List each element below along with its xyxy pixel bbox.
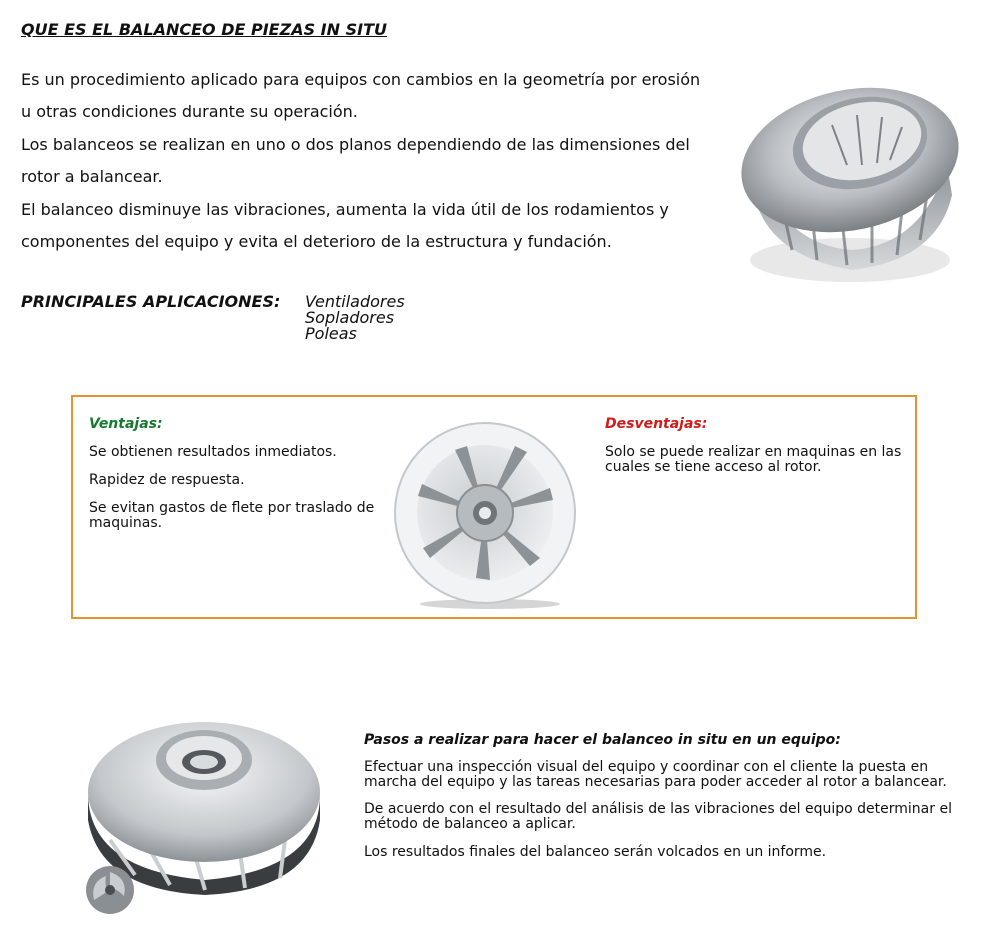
- desventaja-item: Solo se puede realizar en maquinas en las cuales se tiene acceso al rotor.: [605, 444, 902, 475]
- ventaja-item: Se evitan gastos de flete por traslado de maquinas.: [89, 500, 375, 531]
- page-title: QUE ES EL BALANCEO DE PIEZAS IN SITU: [21, 20, 387, 39]
- impeller-image-bottom: [80, 700, 330, 920]
- intro-text: [21, 64, 701, 258]
- intro-paragraph: Los balanceos se realizan en uno o dos planos dependiendo de las dimensiones del rotor a balancear.: [21, 134, 690, 187]
- list-item: Sopladores: [305, 308, 395, 327]
- applications-list: [305, 294, 405, 342]
- list-item: Poleas: [305, 324, 357, 343]
- step-item: Efectuar una inspección visual del equipo y coordinar con el cliente la puesta en marcha del equipo y las tareas necesarias para poder acceder al rotor a balancear.: [364, 759, 947, 790]
- applications-label: PRINCIPALES APLICACIONES:: [21, 292, 281, 311]
- intro-paragraph: Es un procedimiento aplicado para equipos con cambios en la geometría por erosión u otras condiciones durante su operación.: [21, 70, 701, 122]
- ventaja-item: Se obtienen resultados inmediatos.: [89, 444, 337, 460]
- list-item: Ventiladores: [305, 292, 405, 311]
- intro-paragraph: El balanceo disminuye las vibraciones, aumenta la vida útil de los rodamientos y componentes del equipo y evita el deterioro de la estructura y fundación.: [21, 199, 669, 252]
- ventajas-title: Ventajas:: [89, 416, 163, 432]
- impeller-image-top: [722, 55, 977, 290]
- step-item: De acuerdo con el resultado del análisis de las vibraciones del equipo determinar el método de balanceo a aplicar.: [364, 801, 952, 832]
- fan-wheel-image: [390, 418, 580, 610]
- steps-title: Pasos a realizar para hacer el balanceo in situ en un equipo:: [364, 732, 841, 748]
- step-item: Los resultados finales del balanceo serán volcados en un informe.: [364, 844, 827, 860]
- ventaja-item: Rapidez de respuesta.: [89, 472, 245, 488]
- desventajas-title: Desventajas:: [605, 416, 708, 432]
